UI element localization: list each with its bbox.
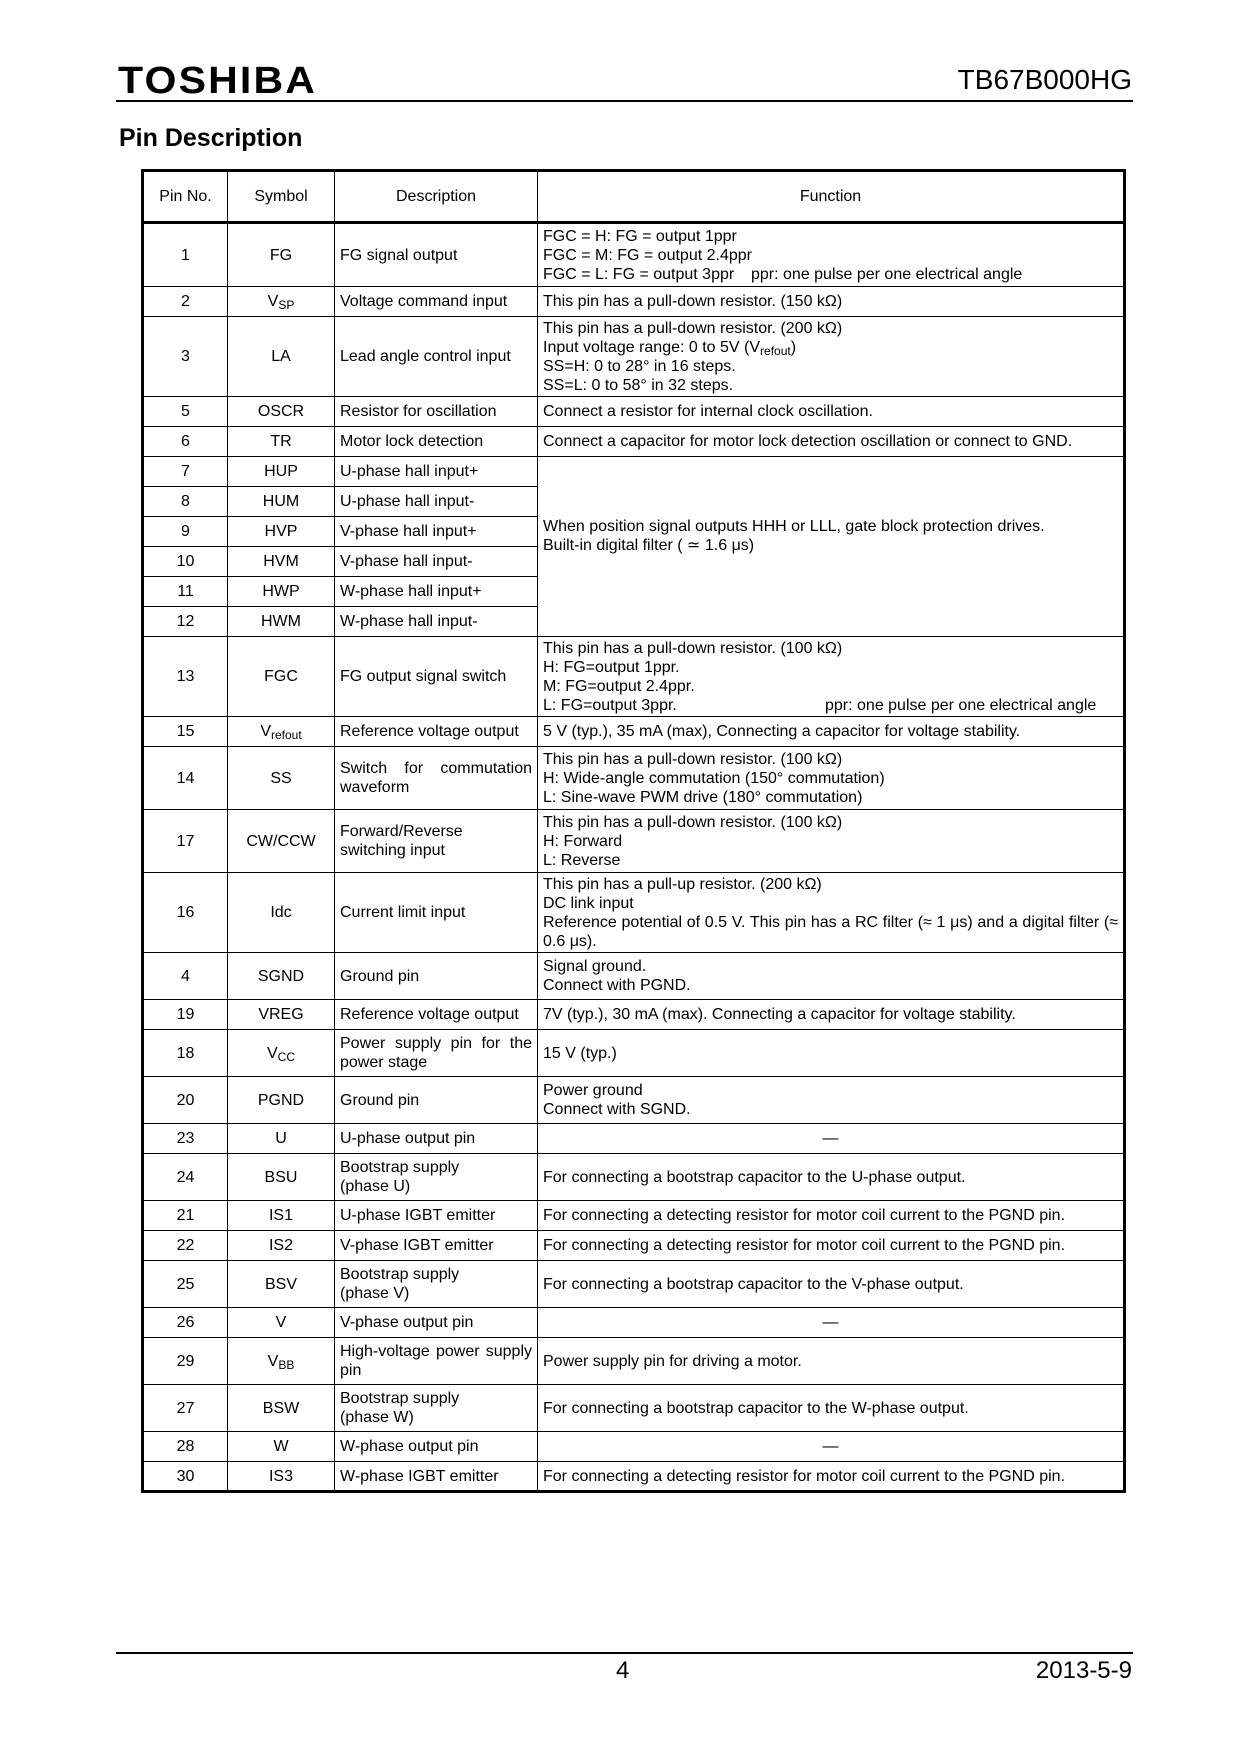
pin-function: 7V (typ.), 30 mA (max). Connecting a capacitor for voltage stability. [538,1000,1125,1030]
header-divider [116,100,1133,102]
pin-symbol: LA [228,317,335,397]
pin-number: 2 [143,287,228,317]
pin-description: Ground pin [335,1077,538,1124]
pin-description: Bootstrap supply (phase V) [335,1261,538,1308]
pin-symbol: HUP [228,457,335,487]
pin-function: For connecting a bootstrap capacitor to the U-phase output. [538,1154,1125,1201]
pin-function: — [538,1124,1125,1154]
pin-function: Connect a capacitor for motor lock detection oscillation or connect to GND. [538,427,1125,457]
pin-description: Motor lock detection [335,427,538,457]
pin-description: W-phase hall input- [335,607,538,637]
pin-description: Bootstrap supply (phase U) [335,1154,538,1201]
pin-symbol: VREG [228,1000,335,1030]
pin-function: Power ground Connect with SGND. [538,1077,1125,1124]
table-row [143,810,1125,873]
pin-symbol: Idc [228,873,335,953]
pin-number: 17 [143,810,228,873]
ppr-note: ppr: one pulse per one electrical angle [751,265,1023,283]
pin-symbol: IS2 [228,1231,335,1261]
pin-number: 5 [143,397,228,427]
pin-function: For connecting a bootstrap capacitor to the W-phase output. [538,1385,1125,1432]
pin-function: Connect a resistor for internal clock oscillation. [538,397,1125,427]
pin-description: V-phase output pin [335,1308,538,1338]
table-row [143,1077,1125,1124]
column-header-symbol: Symbol [228,171,335,223]
pin-description: Reference voltage output [335,717,538,747]
footer-divider [116,1652,1133,1654]
pin-symbol: SS [228,747,335,810]
pin-function: For connecting a detecting resistor for motor coil current to the PGND pin. [538,1231,1125,1261]
table-row [143,1308,1125,1338]
pin-number: 14 [143,747,228,810]
table-header-row [143,171,1125,223]
pin-symbol: FG [228,223,335,287]
pin-number: 11 [143,577,228,607]
pin-number: 4 [143,953,228,1000]
pin-symbol: HVP [228,517,335,547]
part-number: TB67B000HG [957,64,1132,95]
pin-function: This pin has a pull-down resistor. (100 kΩ) H: Wide-angle commutation (150° commutation) L: Sine-wave PWM drive (180° commutation) [538,747,1125,810]
pin-symbol: HVM [228,547,335,577]
pin-symbol: IS3 [228,1462,335,1492]
pin-description: V-phase hall input+ [335,517,538,547]
pin-symbol: W [228,1432,335,1462]
pin-description: W-phase output pin [335,1432,538,1462]
pin-number: 28 [143,1432,228,1462]
toshiba-logo: TOSHIBA [118,60,318,102]
pin-number: 8 [143,487,228,517]
publication-date: 2013-5-9 [1035,1657,1132,1684]
pin-function: This pin has a pull-down resistor. (150 kΩ) [538,287,1125,317]
pin-description: Forward/Reverse switching input [335,810,538,873]
pin-number: 27 [143,1385,228,1432]
table-row [143,637,1125,717]
pin-description: Resistor for oscillation [335,397,538,427]
pin-symbol: HUM [228,487,335,517]
pin-number: 7 [143,457,228,487]
table-row [143,1261,1125,1308]
pin-symbol: V [228,1308,335,1338]
pin-description: U-phase hall input- [335,487,538,517]
pin-description: High-voltage power supply pin [335,1338,538,1385]
table-row [143,873,1125,953]
pin-function: Signal ground. Connect with PGND. [538,953,1125,1000]
pin-symbol: $V_{SP}$ [228,287,335,317]
pin-symbol: TR [228,427,335,457]
pin-symbol: HWP [228,577,335,607]
pin-function: For connecting a detecting resistor for motor coil current to the PGND pin. [538,1201,1125,1231]
table-row [143,1154,1125,1201]
column-header-description: Description [335,171,538,223]
pin-number: 6 [143,427,228,457]
pin-description: W-phase IGBT emitter [335,1462,538,1492]
pin-function: This pin has a pull-down resistor. (200 kΩ) Input voltage range: 0 to 5V $(V_{refout})$ SS=H: 0 to 28° in 16 steps. SS=L: 0 to 58° in 32 steps. [538,317,1125,397]
pin-description: U-phase output pin [335,1124,538,1154]
table-row [143,717,1125,747]
pin-symbol: PGND [228,1077,335,1124]
column-header-pin-no: Pin No. [143,171,228,223]
pin-description: Current limit input [335,873,538,953]
pin-description: Reference voltage output [335,1000,538,1030]
pin-function: Power supply pin for driving a motor. [538,1338,1125,1385]
table-row [143,1432,1125,1462]
pin-function: This pin has a pull-down resistor. (100 kΩ) H: Forward L: Reverse [538,810,1125,873]
pin-function: This pin has a pull-up resistor. (200 kΩ) DC link input Reference potential of 0.5 V. This pin has a RC filter (≈ 1 μs) and a digital filter (≈ 0.6 μs). [538,873,1125,953]
pin-description: V-phase hall input- [335,547,538,577]
pin-description: Voltage command input [335,287,538,317]
pin-number: 10 [143,547,228,577]
pin-function [538,223,1125,287]
pin-description: Switch for commutation waveform [335,747,538,810]
pin-description: Ground pin [335,953,538,1000]
pin-number: 25 [143,1261,228,1308]
pin-description-table [141,169,1126,1493]
pin-function: 15 V (typ.) [538,1030,1125,1077]
pin-symbol: OSCR [228,397,335,427]
pin-function: 5 V (typ.), 35 mA (max), Connecting a capacitor for voltage stability. [538,717,1125,747]
pin-function: For connecting a bootstrap capacitor to the V-phase output. [538,1261,1125,1308]
function-line: FGC = M: FG = output 2.4ppr [543,246,752,264]
table-row [143,427,1125,457]
pin-description: FG output signal switch [335,637,538,717]
table-row [143,1338,1125,1385]
pin-description: FG signal output [335,223,538,287]
pin-number: 15 [143,717,228,747]
table-row [143,397,1125,427]
pin-symbol: FGC [228,637,335,717]
table-row [143,317,1125,397]
pin-number: 3 [143,317,228,397]
pin-symbol: HWM [228,607,335,637]
ppr-note: ppr: one pulse per one electrical angle [825,696,1097,714]
pin-number: 20 [143,1077,228,1124]
page-number: 4 [616,1657,630,1684]
pin-number: 26 [143,1308,228,1338]
pin-description: Lead angle control input [335,317,538,397]
pin-number: 18 [143,1030,228,1077]
table-row [143,287,1125,317]
table-row [143,1000,1125,1030]
table-row [143,953,1125,1000]
pin-number: 23 [143,1124,228,1154]
pin-description: U-phase IGBT emitter [335,1201,538,1231]
pin-number: 22 [143,1231,228,1261]
table-row [143,1124,1125,1154]
pin-symbol: BSW [228,1385,335,1432]
pin-number: 1 [143,223,228,287]
pin-function: — [538,1432,1125,1462]
pin-symbol: BSU [228,1154,335,1201]
pin-number: 21 [143,1201,228,1231]
table-row [143,1462,1125,1492]
column-header-function: Function [538,171,1125,223]
pin-description: U-phase hall input+ [335,457,538,487]
pin-description: Power supply pin for the power stage [335,1030,538,1077]
pin-symbol: $V_{CC}$ [228,1030,335,1077]
pin-function: — [538,1308,1125,1338]
pin-number: 9 [143,517,228,547]
table-row [143,223,1125,287]
pin-function: For connecting a detecting resistor for motor coil current to the PGND pin. [538,1462,1125,1492]
pin-number: 30 [143,1462,228,1492]
pin-function: This pin has a pull-down resistor. (100 kΩ) H: FG=output 1ppr. M: FG=output 2.4ppr. L: FG=output 3ppr. ppr: one pulse per one electrical angle [538,637,1125,717]
pin-symbol: BSV [228,1261,335,1308]
pin-number: 16 [143,873,228,953]
pin-number: 29 [143,1338,228,1385]
pin-description: W-phase hall input+ [335,577,538,607]
pin-number: 13 [143,637,228,717]
section-title: Pin Description [119,124,303,152]
table-row [143,1030,1125,1077]
pin-number: 12 [143,607,228,637]
table-row [143,1201,1125,1231]
pin-description: V-phase IGBT emitter [335,1231,538,1261]
table-row [143,457,1125,487]
pin-description: Bootstrap supply (phase W) [335,1385,538,1432]
pin-symbol: $V_{refout}$ [228,717,335,747]
hall-input-function: When position signal outputs HHH or LLL, gate block protection drives. Built-in digital filter ( ≃ 1.6 μs) [538,457,1125,637]
function-line: FGC = L: FG = output 3ppr ppr: one pulse per one electrical angle [543,265,1023,283]
pin-symbol: SGND [228,953,335,1000]
pin-symbol: U [228,1124,335,1154]
pin-symbol: CW/CCW [228,810,335,873]
pin-symbol: IS1 [228,1201,335,1231]
table-row [143,747,1125,810]
pin-number: 24 [143,1154,228,1201]
table-row [143,1231,1125,1261]
pin-symbol: $V_{BB}$ [228,1338,335,1385]
table-row [143,1385,1125,1432]
function-line: FGC = H: FG = output 1ppr [543,227,737,245]
pin-number: 19 [143,1000,228,1030]
